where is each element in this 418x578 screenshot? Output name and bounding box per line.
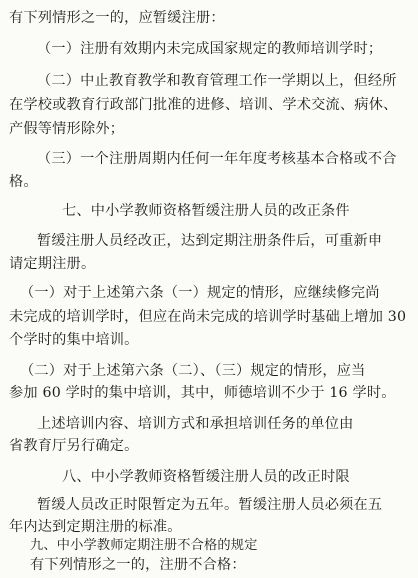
text-line: 参加 60 学时的集中培训，其中，师德培训不少于 16 学时。	[9, 385, 396, 401]
text-line: （一）对于上述第六条（一）规定的情形，应继续修完尚	[20, 285, 380, 301]
text-line: 产假等情形除外；	[9, 121, 125, 137]
text-line: 有下列情形之一的，应暂缓注册：	[9, 10, 225, 26]
section-heading: 九、中小学教师定期注册不合格的规定	[30, 538, 258, 553]
text-line: （三）一个注册周期内任何一年年度考核基本合格或不合	[37, 151, 397, 167]
text-line: 暂缓人员改正时限暂定为五年。暂缓注册人员必须在五	[37, 497, 383, 513]
text-line: （二）对于上述第六条（二）、（三）规定的情形，应当	[20, 363, 366, 379]
section-heading: 八、中小学教师资格暂缓注册人员的改正时限	[62, 469, 350, 485]
section-heading: 七、中小学教师资格暂缓注册人员的改正条件	[62, 203, 350, 219]
text-line: 格。	[9, 174, 38, 190]
text-line: 暂缓注册人员经改正，达到定期注册条件后，可重新申	[37, 233, 383, 249]
text-line: （一）注册有效期内未完成国家规定的教师培训学时；	[37, 41, 383, 57]
text-line: 未完成的培训学时，但应在尚未完成的培训学时基础上增加 30	[9, 309, 407, 325]
text-line: 个学时的集中培训。	[9, 332, 139, 348]
text-line: 年内达到定期注册的标准。	[9, 519, 182, 535]
text-line: 有下列情形之一的，注册不合格：	[30, 557, 246, 573]
text-line: 在学校或教育行政部门批准的进修、培训、学术交流、病休、	[9, 97, 398, 113]
text-line: 请定期注册。	[9, 256, 96, 272]
text-line: （二）中止教育教学和教育管理工作一学期以上，但经所	[37, 73, 397, 89]
text-line: 省教育厅另行确定。	[9, 438, 139, 454]
text-line: 上述培训内容、培训方式和承担培训任务的单位由	[37, 416, 354, 432]
